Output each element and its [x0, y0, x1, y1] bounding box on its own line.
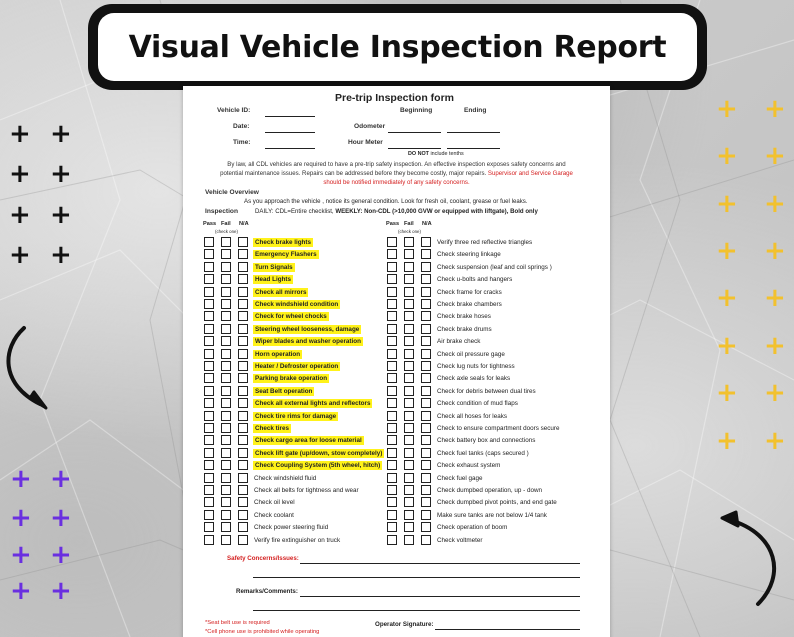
left-pass-checkbox[interactable] — [204, 510, 214, 520]
plus-icon: + — [764, 236, 786, 266]
law-line-1: By law, all CDL vehicles are required to have a pre-trip safety inspection. An effective inspection exposes safety concerns and — [227, 161, 566, 168]
right-fail-checkbox[interactable] — [404, 311, 414, 321]
right-fail-checkbox[interactable] — [404, 497, 414, 507]
left-na-checkbox[interactable] — [238, 411, 248, 421]
right-checklist-item: Check battery box and connections — [437, 437, 536, 445]
left-pass-checkbox[interactable] — [204, 336, 214, 346]
left-checklist-item: Turn Signals — [255, 263, 293, 271]
left-pass-checkbox[interactable] — [204, 324, 214, 334]
left-na-checkbox[interactable] — [238, 510, 248, 520]
date-field[interactable] — [265, 132, 315, 133]
right-checklist-item: Check lug nuts for tightness — [437, 363, 515, 370]
title-banner — [88, 4, 707, 90]
vehicle-id-label: Vehicle ID: — [217, 107, 251, 114]
right-fail-checkbox[interactable] — [404, 262, 414, 272]
left-checklist-item: Check for wheel chocks — [255, 313, 327, 321]
right-pass-checkbox[interactable] — [387, 411, 397, 421]
plus-icon: + — [716, 94, 738, 124]
left-checklist-item: Check oil level — [254, 499, 295, 507]
plus-icon: + — [10, 464, 32, 494]
plus-icon: + — [716, 426, 738, 456]
left-pass-checkbox[interactable] — [204, 473, 214, 483]
plus-icon: + — [764, 426, 786, 456]
right-pass-checkbox[interactable] — [387, 460, 397, 470]
left-col-na-header: N/A — [239, 221, 249, 227]
left-na-checkbox[interactable] — [238, 535, 248, 545]
right-checklist-item: Air brake check — [437, 338, 481, 346]
right-checklist-item: Check operation of boom — [437, 524, 508, 532]
right-na-checkbox[interactable] — [421, 435, 431, 445]
right-fail-checkbox[interactable] — [404, 398, 414, 408]
left-na-checkbox[interactable] — [238, 448, 248, 458]
left-pass-checkbox[interactable] — [204, 249, 214, 259]
left-fail-checkbox[interactable] — [221, 349, 231, 359]
tenths-note-prefix: DO NOT — [408, 151, 429, 157]
right-fail-checkbox[interactable] — [404, 287, 414, 297]
left-na-checkbox[interactable] — [238, 361, 248, 371]
right-pass-checkbox[interactable] — [387, 448, 397, 458]
right-checklist-item: Check brake chambers — [437, 301, 502, 308]
remarks-label: Remarks/Comments: — [236, 588, 298, 595]
right-na-checkbox[interactable] — [421, 249, 431, 259]
left-fail-checkbox[interactable] — [221, 249, 231, 259]
right-checklist-item: Check for debris between dual tires — [437, 387, 536, 395]
left-fail-checkbox[interactable] — [221, 336, 231, 346]
left-checklist-item: Check all belts for tightness and wear — [254, 487, 359, 494]
right-fail-checkbox[interactable] — [404, 435, 414, 445]
right-check-one-note: (check one) — [398, 229, 421, 234]
left-pass-checkbox[interactable] — [204, 373, 214, 383]
right-checklist-item: Check oil pressure gage — [437, 350, 505, 358]
right-checklist-item: Check fuel gage — [437, 474, 483, 482]
left-fail-checkbox[interactable] — [221, 485, 231, 495]
plus-icon: + — [50, 240, 72, 270]
left-pass-checkbox[interactable] — [204, 274, 214, 284]
time-label: Time: — [233, 139, 251, 146]
right-fail-checkbox[interactable] — [404, 373, 414, 383]
odometer-ending-field[interactable] — [447, 132, 500, 133]
right-pass-checkbox[interactable] — [387, 361, 397, 371]
right-pass-checkbox[interactable] — [387, 299, 397, 309]
right-na-checkbox[interactable] — [421, 485, 431, 495]
inspection-label: Inspection — [205, 208, 238, 215]
right-fail-checkbox[interactable] — [404, 274, 414, 284]
left-fail-checkbox[interactable] — [221, 460, 231, 470]
right-na-checkbox[interactable] — [421, 473, 431, 483]
left-fail-checkbox[interactable] — [221, 435, 231, 445]
left-col-fail-header: Fail — [221, 221, 231, 227]
right-col-pass-header: Pass — [386, 221, 400, 227]
left-pass-checkbox[interactable] — [204, 311, 214, 321]
left-na-checkbox[interactable] — [238, 311, 248, 321]
cell-phone-note: *Cell phone use is prohibited while operating — [205, 629, 320, 635]
left-na-checkbox[interactable] — [238, 249, 248, 259]
right-pass-checkbox[interactable] — [387, 373, 397, 383]
left-fail-checkbox[interactable] — [221, 411, 231, 421]
right-pass-checkbox[interactable] — [387, 435, 397, 445]
right-pass-checkbox[interactable] — [387, 522, 397, 532]
hour-meter-beginning-field[interactable] — [388, 148, 441, 149]
left-pass-checkbox[interactable] — [204, 448, 214, 458]
date-label: Date: — [233, 123, 250, 130]
right-checklist-item: Check to ensure compartment doors secure — [437, 425, 560, 432]
right-pass-checkbox[interactable] — [387, 497, 397, 507]
left-checklist-item: Seat Belt operation — [255, 387, 313, 395]
left-fail-checkbox[interactable] — [221, 398, 231, 408]
plus-icon: + — [50, 576, 72, 606]
right-checklist-item: Check u-bolts and hangers — [437, 276, 513, 284]
right-pass-checkbox[interactable] — [387, 237, 397, 247]
right-checklist-item: Check axle seals for leaks — [437, 375, 511, 383]
left-pass-checkbox[interactable] — [204, 361, 214, 371]
left-checklist-item: Emergency Flashers — [255, 251, 317, 259]
right-na-checkbox[interactable] — [421, 262, 431, 272]
right-na-checkbox[interactable] — [421, 411, 431, 421]
right-pass-checkbox[interactable] — [387, 311, 397, 321]
left-pass-checkbox[interactable] — [204, 497, 214, 507]
left-checklist-item: Check brake lights — [255, 239, 311, 246]
plus-icon: + — [50, 119, 72, 149]
left-pass-checkbox[interactable] — [204, 435, 214, 445]
right-pass-checkbox[interactable] — [387, 336, 397, 346]
plus-icon: + — [716, 189, 738, 219]
left-na-checkbox[interactable] — [238, 373, 248, 383]
left-fail-checkbox[interactable] — [221, 237, 231, 247]
right-checklist-item: Verify three red reflective triangles — [437, 239, 533, 246]
hour-meter-label: Hour Meter — [348, 139, 383, 146]
plus-icon: + — [10, 540, 32, 570]
tenths-note — [408, 151, 464, 157]
right-pass-checkbox[interactable] — [387, 349, 397, 359]
plus-icon: + — [50, 200, 72, 230]
plus-icon: + — [764, 189, 786, 219]
law-line-2 — [183, 170, 610, 177]
left-na-checkbox[interactable] — [238, 485, 248, 495]
right-checklist-item: Check voltmeter — [437, 536, 483, 544]
right-pass-checkbox[interactable] — [387, 262, 397, 272]
law-line-2-red-text: Supervisor and Service Garage — [487, 170, 573, 177]
plus-icon: + — [9, 159, 31, 189]
right-na-checkbox[interactable] — [421, 311, 431, 321]
left-fail-checkbox[interactable] — [221, 361, 231, 371]
curved-arrow-right-icon — [716, 506, 782, 610]
right-na-checkbox[interactable] — [421, 349, 431, 359]
plus-icon: + — [9, 200, 31, 230]
right-na-checkbox[interactable] — [421, 398, 431, 408]
right-pass-checkbox[interactable] — [387, 249, 397, 259]
right-na-checkbox[interactable] — [421, 510, 431, 520]
right-fail-checkbox[interactable] — [404, 423, 414, 433]
right-fail-checkbox[interactable] — [404, 386, 414, 396]
right-checklist-item: Check dumpbed operation, up - down — [437, 487, 543, 494]
right-pass-checkbox[interactable] — [387, 398, 397, 408]
left-na-checkbox[interactable] — [238, 435, 248, 445]
right-pass-checkbox[interactable] — [387, 485, 397, 495]
seat-belt-note: *Seat belt use is required — [205, 620, 270, 626]
odometer-beginning-field[interactable] — [388, 132, 441, 133]
left-na-checkbox[interactable] — [238, 386, 248, 396]
law-line-3: should be notified immediately of any safety concerns. — [323, 179, 470, 186]
right-fail-checkbox[interactable] — [404, 237, 414, 247]
right-na-checkbox[interactable] — [421, 274, 431, 284]
left-pass-checkbox[interactable] — [204, 535, 214, 545]
left-fail-checkbox[interactable] — [221, 522, 231, 532]
left-pass-checkbox[interactable] — [204, 349, 214, 359]
right-fail-checkbox[interactable] — [404, 522, 414, 532]
right-na-checkbox[interactable] — [421, 448, 431, 458]
left-checklist-item: Check all external lights and reflectors — [255, 400, 371, 408]
right-checklist-item: Check frame for cracks — [437, 288, 502, 296]
right-col-na-header: N/A — [422, 221, 432, 227]
left-na-checkbox[interactable] — [238, 497, 248, 507]
left-pass-checkbox[interactable] — [204, 460, 214, 470]
left-fail-checkbox[interactable] — [221, 448, 231, 458]
remarks-field-line-2[interactable] — [253, 610, 580, 611]
left-fail-checkbox[interactable] — [221, 473, 231, 483]
plus-icon: + — [716, 283, 738, 313]
left-pass-checkbox[interactable] — [204, 485, 214, 495]
left-checklist-item: Horn operation — [255, 350, 301, 358]
left-checklist-item: Check tires — [255, 425, 289, 432]
left-fail-checkbox[interactable] — [221, 274, 231, 284]
right-na-checkbox[interactable] — [421, 336, 431, 346]
banner-title: Visual Vehicle Inspection Report — [128, 29, 667, 65]
right-na-checkbox[interactable] — [421, 386, 431, 396]
left-na-checkbox[interactable] — [238, 522, 248, 532]
right-na-checkbox[interactable] — [421, 497, 431, 507]
left-checklist-item: Parking brake operation — [255, 375, 328, 383]
right-fail-checkbox[interactable] — [404, 411, 414, 421]
plus-icon: + — [764, 283, 786, 313]
left-fail-checkbox[interactable] — [221, 497, 231, 507]
plus-icon: + — [50, 159, 72, 189]
left-checklist-item: Check windshield condition — [255, 301, 339, 308]
left-pass-checkbox[interactable] — [204, 237, 214, 247]
left-pass-checkbox[interactable] — [204, 522, 214, 532]
right-pass-checkbox[interactable] — [387, 274, 397, 284]
left-checklist-item: Wiper blades and washer operation — [255, 338, 361, 346]
left-checklist-item: Check coolant — [254, 511, 294, 519]
safety-concerns-field-line-2[interactable] — [253, 577, 580, 578]
left-na-checkbox[interactable] — [238, 324, 248, 334]
right-pass-checkbox[interactable] — [387, 423, 397, 433]
left-na-checkbox[interactable] — [238, 473, 248, 483]
safety-concerns-label: Safety Concerns/Issues: — [227, 555, 299, 562]
right-fail-checkbox[interactable] — [404, 510, 414, 520]
plus-icon: + — [50, 464, 72, 494]
right-na-checkbox[interactable] — [421, 324, 431, 334]
left-fail-checkbox[interactable] — [221, 299, 231, 309]
curved-arrow-left-icon — [0, 322, 60, 414]
plus-icon: + — [10, 576, 32, 606]
right-na-checkbox[interactable] — [421, 522, 431, 532]
right-checklist-item: Check brake drums — [437, 325, 492, 333]
remarks-field[interactable] — [300, 596, 580, 597]
left-na-checkbox[interactable] — [238, 299, 248, 309]
right-fail-checkbox[interactable] — [404, 485, 414, 495]
right-checklist-item: Check brake hoses — [437, 313, 491, 321]
left-na-checkbox[interactable] — [238, 274, 248, 284]
right-na-checkbox[interactable] — [421, 460, 431, 470]
left-checklist-item: Check windshield fluid — [254, 474, 317, 482]
right-checklist-item: Check exhaust system — [437, 462, 501, 470]
right-fail-checkbox[interactable] — [404, 361, 414, 371]
operator-signature-label: Operator Signature: — [375, 621, 434, 628]
inspection-note — [255, 208, 538, 215]
vehicle-id-field[interactable] — [265, 116, 315, 117]
left-na-checkbox[interactable] — [238, 423, 248, 433]
left-fail-checkbox[interactable] — [221, 423, 231, 433]
left-fail-checkbox[interactable] — [221, 324, 231, 334]
right-pass-checkbox[interactable] — [387, 287, 397, 297]
left-checklist-item: Check tire rims for damage — [255, 412, 337, 420]
left-checklist-item: Head Lights — [255, 276, 292, 284]
right-na-checkbox[interactable] — [421, 361, 431, 371]
plus-icon: + — [10, 503, 32, 533]
right-fail-checkbox[interactable] — [404, 349, 414, 359]
left-na-checkbox[interactable] — [238, 460, 248, 470]
plus-icon: + — [764, 141, 786, 171]
right-pass-checkbox[interactable] — [387, 510, 397, 520]
left-pass-checkbox[interactable] — [204, 398, 214, 408]
right-checklist-item: Check all hoses for leaks — [437, 412, 507, 420]
left-fail-checkbox[interactable] — [221, 510, 231, 520]
left-checklist-item: Heater / Defroster operation — [255, 363, 339, 370]
title-banner-inner — [98, 13, 697, 81]
left-checklist-item: Check lift gate (up/down, stow completely) — [255, 449, 383, 457]
right-fail-checkbox[interactable] — [404, 460, 414, 470]
right-na-checkbox[interactable] — [421, 423, 431, 433]
left-na-checkbox[interactable] — [238, 262, 248, 272]
left-checklist-item: Steering wheel looseness, damage — [255, 325, 360, 333]
plus-icon: + — [716, 236, 738, 266]
law-line-2-text: potential maintenance issues. Repairs can be addressed before they become costly, major repairs. — [220, 170, 487, 177]
plus-icon: + — [716, 141, 738, 171]
left-pass-checkbox[interactable] — [204, 287, 214, 297]
plus-icon: + — [716, 378, 738, 408]
left-checklist-item: Check Coupling System (5th wheel, hitch) — [255, 462, 381, 470]
right-checklist-item: Check condition of mud flaps — [437, 400, 518, 408]
plus-icon: + — [764, 331, 786, 361]
hour-meter-ending-field[interactable] — [447, 148, 500, 149]
right-pass-checkbox[interactable] — [387, 473, 397, 483]
vehicle-overview-heading: Vehicle Overview — [205, 189, 259, 196]
left-col-pass-header: Pass — [203, 221, 217, 227]
left-checklist-item: Check cargo area for loose material — [255, 437, 362, 445]
right-checklist-item: Check steering linkage — [437, 251, 501, 259]
right-fail-checkbox[interactable] — [404, 448, 414, 458]
left-pass-checkbox[interactable] — [204, 262, 214, 272]
inspection-weekly-text: WEEKLY: Non-CDL (>10,000 GVW or equipped with liftgate), Bold only — [335, 208, 538, 215]
safety-concerns-field[interactable] — [300, 563, 580, 564]
right-pass-checkbox[interactable] — [387, 386, 397, 396]
left-pass-checkbox[interactable] — [204, 299, 214, 309]
right-checklist-item: Check suspension (leaf and coil springs ) — [437, 263, 552, 271]
right-fail-checkbox[interactable] — [404, 336, 414, 346]
left-na-checkbox[interactable] — [238, 349, 248, 359]
plus-icon: + — [50, 503, 72, 533]
right-na-checkbox[interactable] — [421, 237, 431, 247]
beginning-label: Beginning — [400, 107, 433, 114]
right-na-checkbox[interactable] — [421, 373, 431, 383]
tenths-note-suffix: include tenths — [430, 151, 464, 157]
right-na-checkbox[interactable] — [421, 535, 431, 545]
right-na-checkbox[interactable] — [421, 299, 431, 309]
right-fail-checkbox[interactable] — [404, 535, 414, 545]
left-fail-checkbox[interactable] — [221, 373, 231, 383]
left-fail-checkbox[interactable] — [221, 386, 231, 396]
right-checklist-item: Check dumpbed pivot points, and end gate — [437, 499, 557, 507]
left-checklist-item: Check all mirrors — [255, 288, 307, 296]
left-check-one-note: (check one) — [215, 229, 238, 234]
left-fail-checkbox[interactable] — [221, 262, 231, 272]
inspection-daily-text: DAILY: CDL=Entire checklist, — [255, 208, 334, 215]
left-na-checkbox[interactable] — [238, 287, 248, 297]
left-pass-checkbox[interactable] — [204, 423, 214, 433]
time-field[interactable] — [265, 148, 315, 149]
plus-icon: + — [764, 378, 786, 408]
left-fail-checkbox[interactable] — [221, 311, 231, 321]
right-pass-checkbox[interactable] — [387, 324, 397, 334]
left-pass-checkbox[interactable] — [204, 411, 214, 421]
plus-icon: + — [9, 240, 31, 270]
left-checklist-item: Check power steering fluid — [254, 524, 329, 532]
right-fail-checkbox[interactable] — [404, 324, 414, 334]
operator-signature-field[interactable] — [435, 629, 580, 630]
inspection-form-sheet — [183, 86, 610, 637]
odometer-label: Odometer — [354, 123, 386, 130]
left-fail-checkbox[interactable] — [221, 535, 231, 545]
vehicle-overview-text: As you approach the vehicle , notice its general condition. Look for fresh oil, coolant, grease or fuel leaks. — [244, 198, 528, 205]
right-fail-checkbox[interactable] — [404, 249, 414, 259]
right-fail-checkbox[interactable] — [404, 299, 414, 309]
right-na-checkbox[interactable] — [421, 287, 431, 297]
right-col-fail-header: Fail — [404, 221, 414, 227]
right-pass-checkbox[interactable] — [387, 535, 397, 545]
plus-icon: + — [764, 94, 786, 124]
right-checklist-item: Check fuel tanks (caps secured ) — [437, 449, 529, 457]
left-fail-checkbox[interactable] — [221, 287, 231, 297]
right-fail-checkbox[interactable] — [404, 473, 414, 483]
left-pass-checkbox[interactable] — [204, 386, 214, 396]
plus-icon: + — [9, 119, 31, 149]
left-na-checkbox[interactable] — [238, 398, 248, 408]
left-na-checkbox[interactable] — [238, 336, 248, 346]
form-title: Pre-trip Inspection form — [335, 92, 455, 104]
plus-icon: + — [50, 540, 72, 570]
left-na-checkbox[interactable] — [238, 237, 248, 247]
ending-label: Ending — [464, 107, 487, 114]
plus-icon: + — [716, 331, 738, 361]
right-checklist-item: Make sure tanks are not below 1/4 tank — [437, 511, 547, 519]
left-checklist-item: Verify fire extinguisher on truck — [254, 536, 341, 544]
